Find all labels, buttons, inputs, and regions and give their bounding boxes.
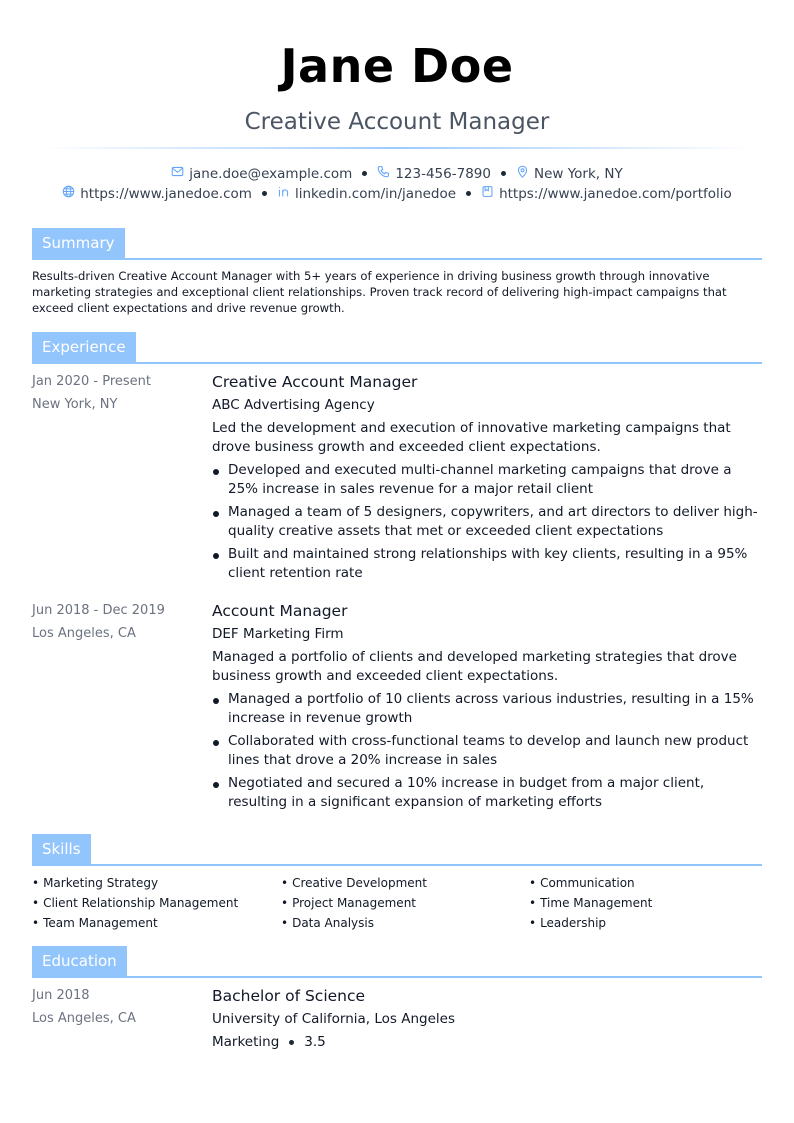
skill-item: • Leadership	[529, 913, 769, 933]
website-link: https://www.janedoe.com	[80, 185, 252, 202]
skill-item: • Marketing Strategy	[32, 873, 272, 893]
portfolio-link: https://www.janedoe.com/portfolio	[499, 185, 732, 202]
contact-location	[516, 165, 623, 182]
experience-location: New York, NY	[32, 397, 118, 412]
skill-item: • Team Management	[32, 913, 272, 933]
candidate-name: Jane Doe	[280, 39, 514, 93]
candidate-title: Creative Account Manager	[244, 109, 550, 135]
contact-linkedin[interactable]	[277, 185, 456, 202]
skills-column	[281, 873, 521, 933]
contact-line-1	[0, 165, 794, 182]
section-summary-header	[32, 228, 762, 260]
section-skills-header	[32, 834, 762, 866]
section-summary-title: Summary	[32, 228, 125, 258]
section-skills-title: Skills	[32, 834, 91, 864]
skill-item: • Time Management	[529, 893, 769, 913]
linkedin-icon	[277, 185, 290, 202]
skills-column	[32, 873, 272, 933]
education-body	[212, 987, 762, 1052]
degree-title: Bachelor of Science	[212, 987, 366, 1005]
company-name: DEF Marketing Firm	[212, 626, 344, 642]
job-description: Managed a portfolio of clients and developed marketing strategies that drove business growth and exceeded client expectations.	[212, 649, 737, 684]
achievement-item: Collaborated with cross-functional teams to develop and launch new product lines that drove a 20% increase in sales	[212, 732, 762, 770]
skills-column	[529, 873, 769, 933]
contact-portfolio[interactable]	[481, 185, 732, 202]
email-text: jane.doe@example.com	[189, 165, 353, 182]
skill-item: • Communication	[529, 873, 769, 893]
achievement-list	[212, 690, 762, 812]
skill-item: • Creative Development	[281, 873, 521, 893]
company-name: ABC Advertising Agency	[212, 397, 375, 413]
experience-location: Los Angeles, CA	[32, 626, 136, 641]
linkedin-link: linkedin.com/in/janedoe	[294, 185, 457, 202]
job-description: Led the development and execution of innovative marketing campaigns that drove business growth and exceeded client expectations.	[212, 420, 731, 455]
contact-line-2	[0, 185, 794, 202]
summary-text: Results-driven Creative Account Manager with 5+ years of experience in driving business growth through innovative marketing strategies and exceptional client relationships. Proven track record of delivering high-impact campaigns that exceed client expectations and drive revenue growth.	[32, 269, 727, 315]
job-title: Account Manager	[212, 602, 348, 620]
phone-icon	[377, 165, 390, 182]
experience-body	[212, 373, 762, 587]
skill-item: • Client Relationship Management	[32, 893, 272, 913]
phone-text: 123-456-7890	[395, 165, 491, 182]
experience-date: Jun 2018 - Dec 2019	[32, 603, 165, 618]
section-experience-header	[32, 332, 762, 364]
contact-email[interactable]	[171, 165, 352, 182]
achievement-item: Built and maintained strong relationships with key clients, resulting in a 95% client retention rate	[212, 545, 762, 583]
section-experience-title: Experience	[32, 332, 136, 362]
location-text: New York, NY	[533, 165, 623, 182]
experience-body	[212, 602, 762, 816]
contact-website[interactable]	[62, 185, 252, 202]
title-divider	[40, 147, 754, 149]
achievement-item: Managed a team of 5 designers, copywriters, and art directors to deliver high-quality creative assets that met or exceeded client expectations	[212, 503, 762, 541]
education-location: Los Angeles, CA	[32, 1011, 136, 1026]
school-name: University of California, Los Angeles	[212, 1011, 456, 1027]
portfolio-icon	[481, 185, 494, 202]
achievement-item: Managed a portfolio of 10 clients across various industries, resulting in a 15% increase in revenue growth	[212, 690, 762, 728]
separator-dot	[362, 171, 367, 176]
achievement-item: Developed and executed multi-channel marketing campaigns that drove a 25% increase in sales revenue for a major retail client	[212, 461, 762, 499]
education-details	[212, 1033, 762, 1052]
experience-date: Jan 2020 - Present	[32, 374, 151, 389]
section-education-title: Education	[32, 946, 127, 976]
globe-icon	[62, 185, 75, 202]
map-pin-icon	[516, 165, 529, 182]
separator-dot	[501, 171, 506, 176]
field-of-study: Marketing	[212, 1034, 280, 1050]
achievement-list	[212, 461, 762, 583]
skill-item: • Project Management	[281, 893, 521, 913]
mail-icon	[171, 165, 184, 182]
achievement-item: Negotiated and secured a 10% increase in budget from a major client, resulting in a significant expansion of marketing efforts	[212, 774, 762, 812]
separator-dot	[466, 191, 471, 196]
separator-dot	[289, 1040, 294, 1045]
contact-phone[interactable]	[377, 165, 491, 182]
section-education-header	[32, 946, 762, 978]
gpa-value: 3.5	[304, 1034, 326, 1050]
separator-dot	[262, 191, 267, 196]
education-date: Jun 2018	[32, 988, 90, 1003]
job-title: Creative Account Manager	[212, 373, 418, 391]
skill-item: • Data Analysis	[281, 913, 521, 933]
